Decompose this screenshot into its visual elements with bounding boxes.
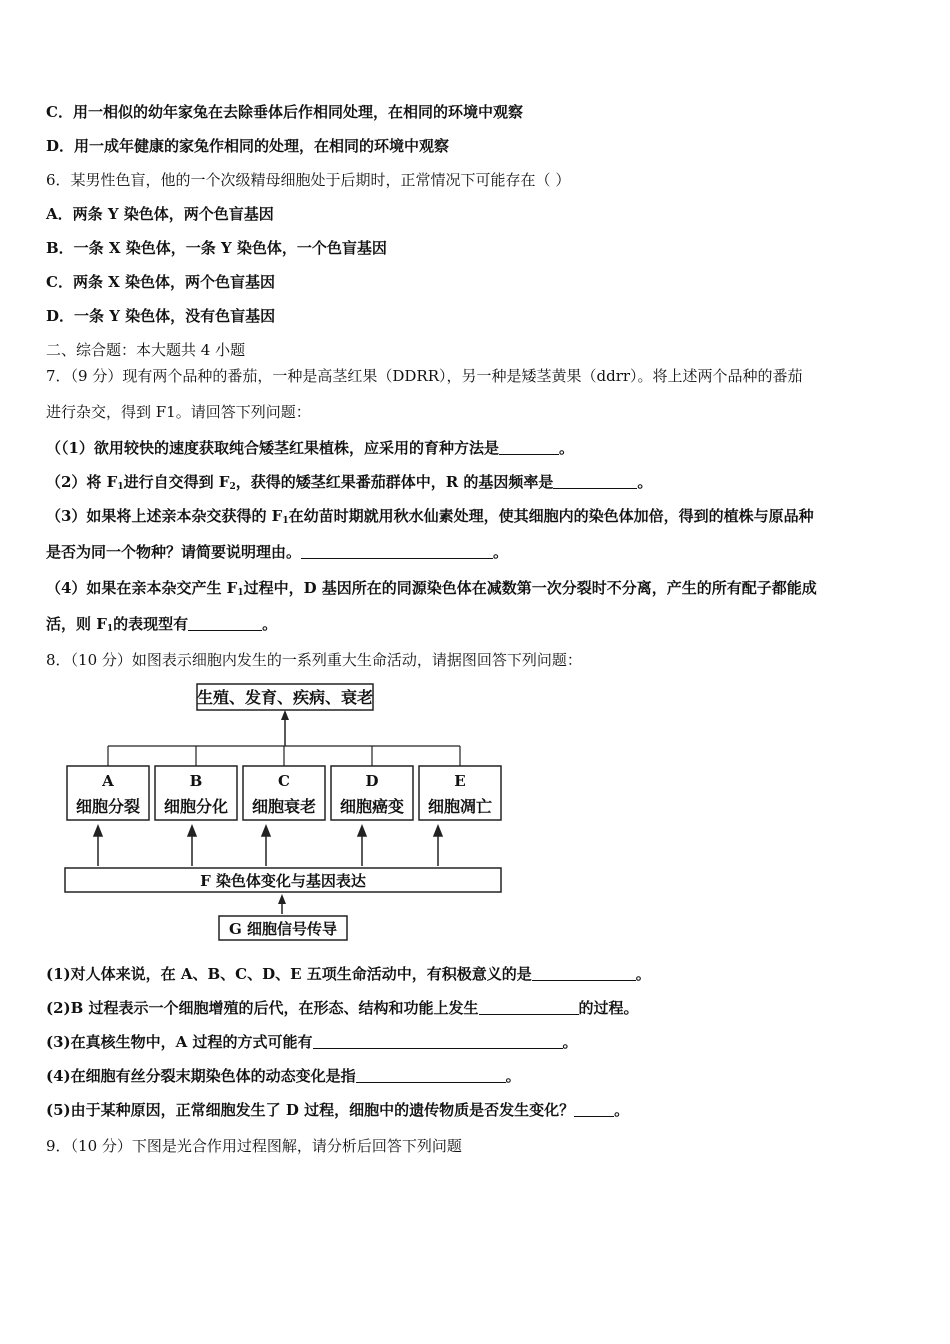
question-7-line2: 进行杂交，得到 F1。请回答下列问题： bbox=[46, 403, 311, 421]
period: 。 bbox=[614, 1101, 630, 1119]
subscript-1: 1 bbox=[237, 588, 244, 598]
question-8: 8．（10 分）如图表示细胞内发生的一系列重大生命活动，请据图回答下列问题： bbox=[46, 651, 582, 669]
period: 。 bbox=[635, 965, 651, 983]
q7-part3-text-a: （3）如果将上述亲本杂交获得的 F bbox=[46, 507, 283, 525]
q8-part1-text: (1)对人体来说，在 A、B、C、D、E 五项生命活动中，有积极意义的是 bbox=[46, 965, 532, 983]
option-a-q6: A．两条 Y 染色体，两个色盲基因 bbox=[46, 205, 274, 223]
box-c bbox=[243, 766, 325, 820]
arrow-head-icon bbox=[358, 826, 366, 836]
g-box-label: G 细胞信号传导 bbox=[228, 920, 338, 938]
period: 。 bbox=[262, 615, 278, 633]
period: 。 bbox=[558, 439, 574, 457]
question-6: 6．某男性色盲，他的一个次级精母细胞处于后期时，正常情况下可能存在（ ） bbox=[46, 171, 571, 189]
box-a-label: 细胞分裂 bbox=[75, 797, 141, 816]
option-c-q5: C．用一相似的幼年家兔在去除垂体后作相同处理，在相同的环境中观察 bbox=[46, 103, 523, 121]
f-box-label: F 染色体变化与基因表达 bbox=[200, 872, 366, 890]
arrow-head-icon bbox=[262, 826, 270, 836]
period: 。 bbox=[493, 543, 509, 561]
q8-part3-text: (3)在真核生物中，A 过程的方式可能有 bbox=[46, 1033, 313, 1051]
box-a-letter: A bbox=[102, 772, 114, 790]
box-d-letter: D bbox=[365, 772, 379, 790]
option-d-q5: D．用一成年健康的家兔作相同的处理，在相同的环境中观察 bbox=[46, 137, 450, 155]
q7-part4-text-c: 活，则 F bbox=[46, 615, 107, 633]
box-b bbox=[155, 766, 237, 820]
arrows-up bbox=[94, 826, 442, 866]
q7-part4-text-a: （4）如果在亲本杂交产生 F bbox=[46, 579, 238, 597]
arrow-head-icon bbox=[94, 826, 102, 836]
arrow-head-icon bbox=[278, 894, 286, 904]
question-7-part4-line1 bbox=[46, 578, 817, 598]
question-7-line1: 7．（9 分）现有两个品种的番茄，一种是高茎红果（DDRR），另一种是矮茎黄果（ddrr）。将上述两个品种的番茄 bbox=[46, 367, 803, 385]
answer-blank[interactable] bbox=[532, 966, 636, 981]
arrow-head-icon bbox=[281, 710, 289, 720]
section-heading: 二、综合题：本大题共 4 小题 bbox=[46, 341, 246, 359]
q7-part4-text-d: 的表现型有 bbox=[113, 615, 189, 633]
option-b-q6: B．一条 X 染色体，一条 Y 染色体，一个色盲基因 bbox=[46, 239, 387, 257]
arrow-head-icon bbox=[188, 826, 196, 836]
q8-part2-text-a: (2)B 过程表示一个细胞增殖的后代，在形态、结构和功能上发生 bbox=[46, 999, 479, 1017]
subscript-1: 1 bbox=[106, 624, 114, 634]
question-7-part2 bbox=[46, 472, 652, 492]
answer-blank[interactable] bbox=[356, 1068, 506, 1083]
q7-part2-text-c: ，获得的矮茎红果番茄群体中，R 的基因频率是 bbox=[235, 473, 554, 491]
answer-blank[interactable] bbox=[188, 616, 262, 631]
box-b-label: 细胞分化 bbox=[163, 797, 229, 816]
answer-blank[interactable] bbox=[553, 474, 637, 489]
box-b-letter: B bbox=[189, 772, 203, 790]
subscript-1: 1 bbox=[117, 482, 124, 492]
option-d-q6: D．一条 Y 染色体，没有色盲基因 bbox=[46, 307, 276, 325]
period: 。 bbox=[562, 1033, 578, 1051]
question-7-part3-line2 bbox=[46, 542, 508, 562]
box-e-letter: E bbox=[454, 772, 466, 790]
subscript-1: 1 bbox=[282, 516, 289, 526]
arrow-head-icon bbox=[434, 826, 442, 836]
question-9: 9．（10 分）下图是光合作用过程图解，请分析后回答下列问题 bbox=[46, 1137, 462, 1155]
q8-part5-text: (5)由于某种原因，正常细胞发生了 D 过程，细胞中的遗传物质是否发生变化？ bbox=[46, 1101, 575, 1119]
question-8-part3 bbox=[46, 1032, 578, 1052]
q7-part3-text-c: 是否为同一个物种？请简要说明理由。 bbox=[46, 543, 302, 561]
top-box-label: 生殖、发育、疾病、衰老 bbox=[196, 688, 374, 707]
answer-blank[interactable] bbox=[574, 1102, 614, 1117]
option-c-q6: C．两条 X 染色体，两个色盲基因 bbox=[46, 273, 276, 291]
question-7-part4-line2 bbox=[46, 614, 277, 634]
answer-blank[interactable] bbox=[313, 1034, 563, 1049]
box-e bbox=[419, 766, 501, 820]
answer-blank[interactable] bbox=[479, 1000, 579, 1015]
answer-blank[interactable] bbox=[499, 440, 559, 455]
q7-part2-text-a: （2）将 F bbox=[46, 473, 118, 491]
q7-part1-text: （（1）欲用较快的速度获取纯合矮茎红果植株，应采用的育种方法是 bbox=[46, 439, 499, 457]
box-d-label: 细胞癌变 bbox=[339, 797, 405, 816]
question-8-part4 bbox=[46, 1066, 521, 1086]
question-8-part2 bbox=[46, 998, 639, 1018]
period: 。 bbox=[637, 473, 653, 491]
question-8-part1 bbox=[46, 964, 651, 984]
box-e-label: 细胞凋亡 bbox=[427, 797, 493, 816]
answer-blank[interactable] bbox=[301, 544, 493, 559]
period: 。 bbox=[505, 1067, 521, 1085]
q7-part3-text-b: 在幼苗时期就用秋水仙素处理，使其细胞内的染色体加倍，得到的植株与原品种 bbox=[288, 507, 814, 525]
box-a bbox=[67, 766, 149, 820]
subscript-2: 2 bbox=[229, 482, 236, 492]
box-c-label: 细胞衰老 bbox=[251, 797, 317, 816]
cell-activities-diagram bbox=[60, 680, 510, 942]
question-7-part1 bbox=[46, 438, 574, 458]
q8-part4-text: (4)在细胞有丝分裂末期染色体的动态变化是指 bbox=[46, 1067, 356, 1085]
q8-part2-text-b: 的过程。 bbox=[578, 999, 639, 1017]
box-d bbox=[331, 766, 413, 820]
question-7-part3-line1 bbox=[46, 506, 814, 526]
q7-part4-text-b: 过程中，D 基因所在的同源染色体在减数第一次分裂时不分离，产生的所有配子都能成 bbox=[243, 579, 817, 597]
box-c-letter: C bbox=[278, 772, 290, 790]
q7-part2-text-b: 进行自交得到 F bbox=[123, 473, 230, 491]
question-8-part5 bbox=[46, 1100, 629, 1120]
